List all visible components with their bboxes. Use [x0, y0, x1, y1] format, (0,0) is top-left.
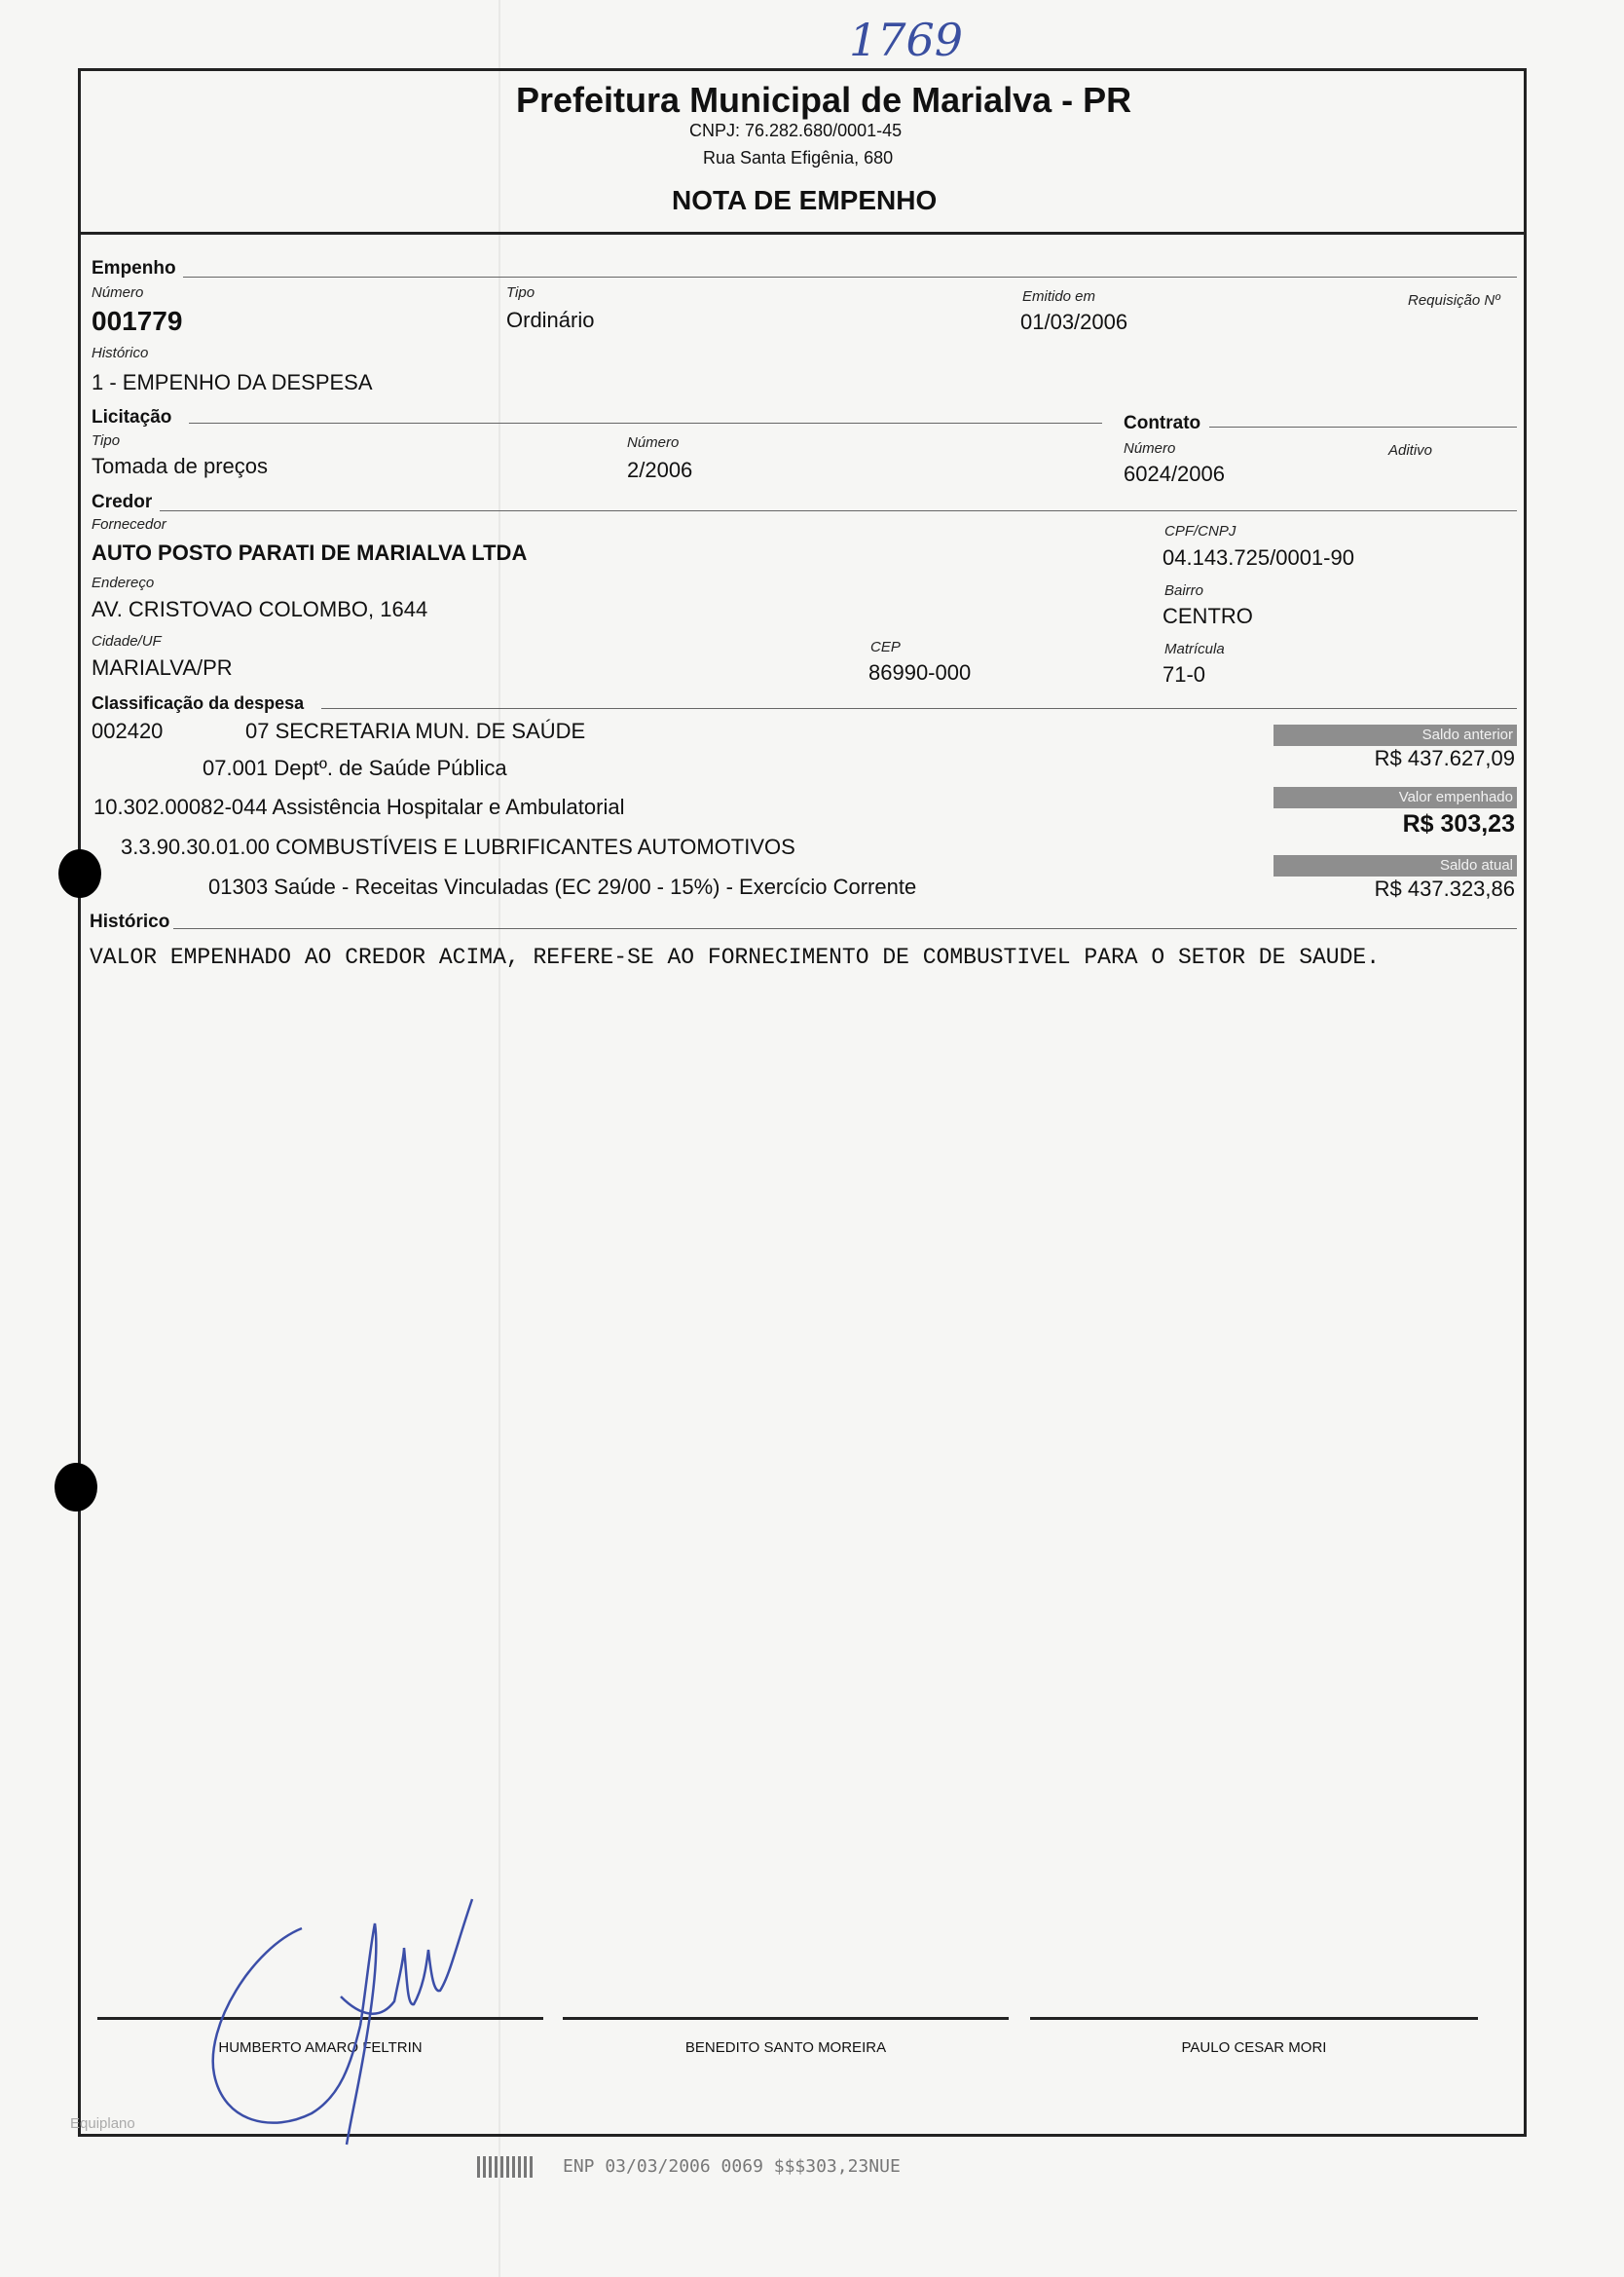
contrato-rule [1209, 427, 1517, 428]
credor-section: Credor [92, 492, 153, 512]
cpf-value: 04.143.725/0001-90 [1163, 545, 1354, 570]
cpf-label: CPF/CNPJ [1164, 523, 1236, 540]
stamp-number: 1769 [849, 14, 964, 66]
classificacao-line5: 01303 Saúde - Receitas Vinculadas (EC 29/00 - 15%) - Exercício Corrente [208, 875, 917, 899]
endereco-value: AV. CRISTOVAO COLOMBO, 1644 [92, 597, 428, 621]
stamp-barcode-icon [477, 2156, 535, 2178]
punch-hole-bottom [55, 1463, 97, 1512]
valor-empenhado-badge: Valor empenhado [1273, 787, 1517, 808]
machine-stamp: ENP 03/03/2006 0069 $$$303,23NUE [563, 2156, 901, 2177]
licitacao-tipo: Tomada de preços [92, 454, 268, 478]
empenho-numero-label: Número [92, 284, 144, 301]
org-title: Prefeitura Municipal de Marialva - PR [516, 80, 1132, 120]
historico-section: Histórico [90, 912, 170, 932]
saldo-anterior-badge: Saldo anterior [1273, 725, 1517, 746]
contrato-numero: 6024/2006 [1124, 462, 1225, 486]
header-divider [78, 232, 1527, 235]
fornecedor-name: AUTO POSTO PARATI DE MARIALVA LTDA [92, 541, 528, 565]
empenho-historico-label: Histórico [92, 345, 149, 361]
classificacao-rule [321, 708, 1517, 709]
signature-name-1: HUMBERTO AMARO FELTRIN [218, 2039, 423, 2056]
empenho-numero: 001779 [92, 306, 183, 336]
emitido-label: Emitido em [1022, 288, 1096, 305]
credor-rule [160, 510, 1517, 511]
historico-rule [173, 928, 1517, 929]
empenho-historico: 1 - EMPENHO DA DESPESA [92, 370, 373, 394]
bairro-label: Bairro [1164, 582, 1204, 599]
signature-name-3: PAULO CESAR MORI [1181, 2039, 1327, 2056]
handwritten-signature [195, 1889, 506, 2182]
requisicao-label: Requisição Nº [1408, 292, 1500, 309]
cidade-label: Cidade/UF [92, 633, 162, 650]
empenho-rule [183, 277, 1517, 278]
saldo-anterior-value: R$ 437.627,09 [1374, 746, 1515, 770]
punch-hole-top [58, 849, 101, 898]
contrato-aditivo-label: Aditivo [1388, 442, 1433, 459]
emitido-date: 01/03/2006 [1020, 310, 1128, 334]
licitacao-numero-label: Número [627, 434, 680, 451]
empenho-tipo: Ordinário [506, 308, 595, 332]
classificacao-section: Classificação da despesa [92, 693, 305, 713]
classificacao-code: 002420 [92, 719, 164, 743]
contrato-numero-label: Número [1124, 440, 1176, 457]
endereco-label: Endereço [92, 575, 155, 591]
classificacao-line3: 10.302.00082-044 Assistência Hospitalar e Ambulatorial [93, 795, 625, 819]
licitacao-rule [189, 423, 1102, 424]
valor-empenhado-value: R$ 303,23 [1402, 810, 1515, 838]
cep-label: CEP [870, 639, 901, 655]
bairro-value: CENTRO [1163, 604, 1253, 628]
signature-name-2: BENEDITO SANTO MOREIRA [684, 2039, 887, 2056]
historico-text: VALOR EMPENHADO AO CREDOR ACIMA, REFERE-SE AO FORNECIMENTO DE COMBUSTIVEL PARA O SETOR DE SAUDE. [90, 945, 1381, 970]
licitacao-numero: 2/2006 [627, 458, 693, 482]
signature-line-3 [1030, 2017, 1478, 2020]
empenho-section: Empenho [92, 258, 176, 279]
contrato-section: Contrato [1124, 413, 1201, 433]
saldo-atual-value: R$ 437.323,86 [1374, 877, 1515, 901]
cep-value: 86990-000 [868, 660, 972, 685]
footer-brand: Equiplano [70, 2115, 135, 2132]
matricula-label: Matrícula [1164, 641, 1225, 657]
licitacao-tipo-label: Tipo [92, 432, 121, 449]
doc-title: NOTA DE EMPENHO [672, 185, 938, 215]
empenho-tipo-label: Tipo [506, 284, 535, 301]
licitacao-section: Licitação [92, 407, 172, 428]
org-address: Rua Santa Efigênia, 680 [703, 148, 894, 168]
matricula-value: 71-0 [1163, 662, 1206, 687]
cidade-value: MARIALVA/PR [92, 655, 233, 680]
saldo-atual-badge: Saldo atual [1273, 855, 1517, 877]
signature-line-2 [563, 2017, 1009, 2020]
fornecedor-label: Fornecedor [92, 516, 166, 533]
classificacao-line2: 07.001 Deptº. de Saúde Pública [203, 756, 507, 780]
classificacao-line1: 07 SECRETARIA MUN. DE SAÚDE [245, 719, 586, 743]
org-cnpj: CNPJ: 76.282.680/0001-45 [689, 121, 903, 140]
classificacao-line4: 3.3.90.30.01.00 COMBUSTÍVEIS E LUBRIFICANTES AUTOMOTIVOS [121, 835, 795, 859]
